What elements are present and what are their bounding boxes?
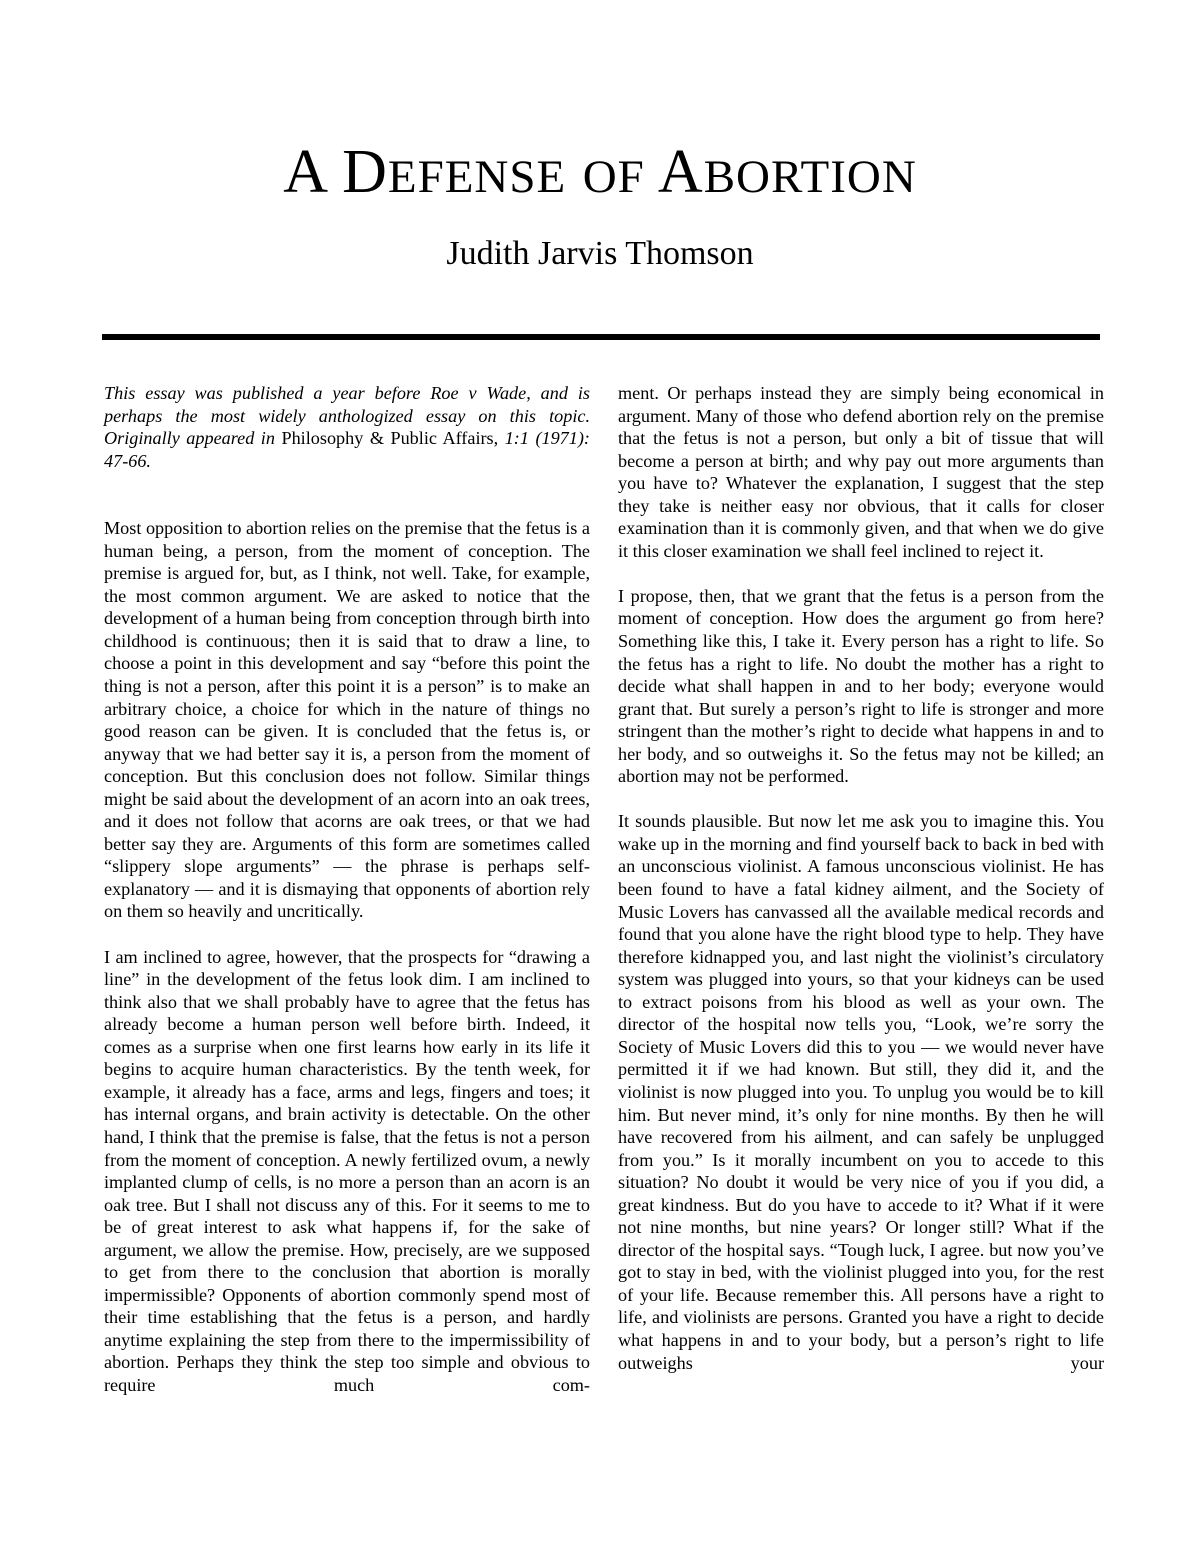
note-intro: This essay was published a year before Roe v Wade, and is perhaps the most widely anthologized essay on this topic. Originally appeared in	[104, 383, 590, 449]
title-word-of: OF	[582, 151, 645, 203]
title-letter-a: A	[283, 138, 326, 206]
author-name: Judith Jarvis Thomson	[446, 235, 754, 272]
title-letter-d: D	[342, 138, 388, 206]
note-journal: Philosophy & Public Affairs,	[281, 428, 499, 449]
body-paragraph: I am inclined to agree, however, that the prospects for “drawing a line” in the development of the fetus look dim. I am inclined to think also that we shall probably have to agree that the fetus has already become a human person well before birth. Indeed, it comes as a surprise when one first learns how early in its life it begins to acquire human characteristics. By the tenth week, for example, it already has a face, arms and legs, fingers and toes; it has internal organs, and brain activity is detectable. On the other hand, I think that the premise is false, that the fetus is not a person from the moment of conception. A newly fertilized ovum, a newly implanted clump of cells, is no more a person than an acorn is an oak tree. But I shall not discuss any of this. For it seems to me to be of great interest to ask what happens if, for the sake of argument, we allow the premise. How, precisely, are we supposed to get from there to the conclusion that abortion is morally impermissible? Opponents of abortion commonly spend most of their time establishing that the fetus is a person, and hardly anytime explaining the step from there to the impermissibility of abortion. Perhaps they think the step too simple and obvious to require much com-	[104, 946, 590, 1395]
title-word-bortion: BORTION	[703, 151, 917, 203]
title-word-efense: EFENSE	[387, 151, 567, 203]
left-column	[104, 382, 590, 1397]
body-paragraph: It sounds plausible. But now let me ask you to imagine this. You wake up in the morning and find yourself back to back in bed with an unconscious violinist. A famous unconscious violinist. He has been found to have a fatal kidney ailment, and the Society of Music Lovers has canvassed all the available medical records and found that you alone have the right blood type to help. They have therefore kidnapped you, and last night the violinist’s circulatory system was plugged into yours, so that your kidneys can be used to extract poisons from his blood as well as your own. The director of the hospital now tells you, “Look, we’re sorry the Society of Music Lovers did this to you — we would never have permitted it if we had known. But still, they did it, and the violinist is now plugged into you. To unplug you would be to kill him. But never mind, it’s only for nine months. By then he will have recovered from his ailment, and can safely be unplugged from you.” Is it morally incumbent on you to accede to this situation? No doubt it would be very nice of you if you did, a great kindness. But do you have to accede to it? What if it were not nine months, but nine years? Or longer still? What if the director of the hospital says. “Tough luck, I agree. but now you’ve got to stay in bed, with the violinist plugged into you, for the rest of your life. Because remember this. All persons have a right to life, and violinists are persons. Granted you have a right to decide what happens in and to your body, but a person’s right to life outweighs your	[618, 811, 1104, 1373]
editorial-note	[104, 382, 590, 472]
body-paragraph: ment. Or perhaps instead they are simply being economical in argument. Many of those who defend abortion rely on the premise that the fetus is not a person, but only a bit of tissue that will become a person at birth; and why pay out more arguments than you have to? Whatever the explanation, I suggest that the step they take is neither easy nor obvious, that it calls for closer examination than it is commonly given, and that when we do give it this closer examination we shall feel inclined to reject it.	[618, 383, 1104, 561]
title-divider	[102, 334, 1100, 340]
body-paragraph: Most opposition to abortion relies on the premise that the fetus is a human being, a person, from the moment of conception. The premise is argued for, but, as I think, not well. Take, for example, the most common argument. We are asked to notice that the development of a human being from conception through birth into childhood is continuous; then it is said that to draw a line, to choose a point in this development and say “before this point the thing is not a person, after this point it is a person” is to make an arbitrary choice, a choice for which in the nature of things no good reason can be given. It is concluded that the fetus is, or anyway that we had better say it is, a person from the moment of conception. But this conclusion does not follow. Similar things might be said about the development of an acorn into an oak trees, and it does not follow that acorns are oak trees, or that we had better say they are. Arguments of this form are sometimes called “slippery slope arguments” — the phrase is perhaps self-explanatory — and it is dismaying that opponents of abortion rely on them so heavily and uncritically.	[104, 518, 590, 922]
note-citation: 1:1 (1971): 47-66.	[104, 428, 590, 471]
right-column	[618, 382, 1104, 1374]
body-paragraph: I propose, then, that we grant that the fetus is a person from the moment of conception. How does the argument go from here? Something like this, I take it. Every person has a right to life. So the fetus has a right to life. No doubt the mother has a right to decide what shall happen in and to her body; everyone would grant that. But surely a person’s right to life is stronger and more stringent than the mother’s right to decide what happens in and to her body, and so outweighs it. So the fetus may not be killed; an abortion may not be performed.	[618, 585, 1104, 787]
document-title	[0, 132, 1200, 217]
title-letter-a2: A	[657, 138, 704, 206]
